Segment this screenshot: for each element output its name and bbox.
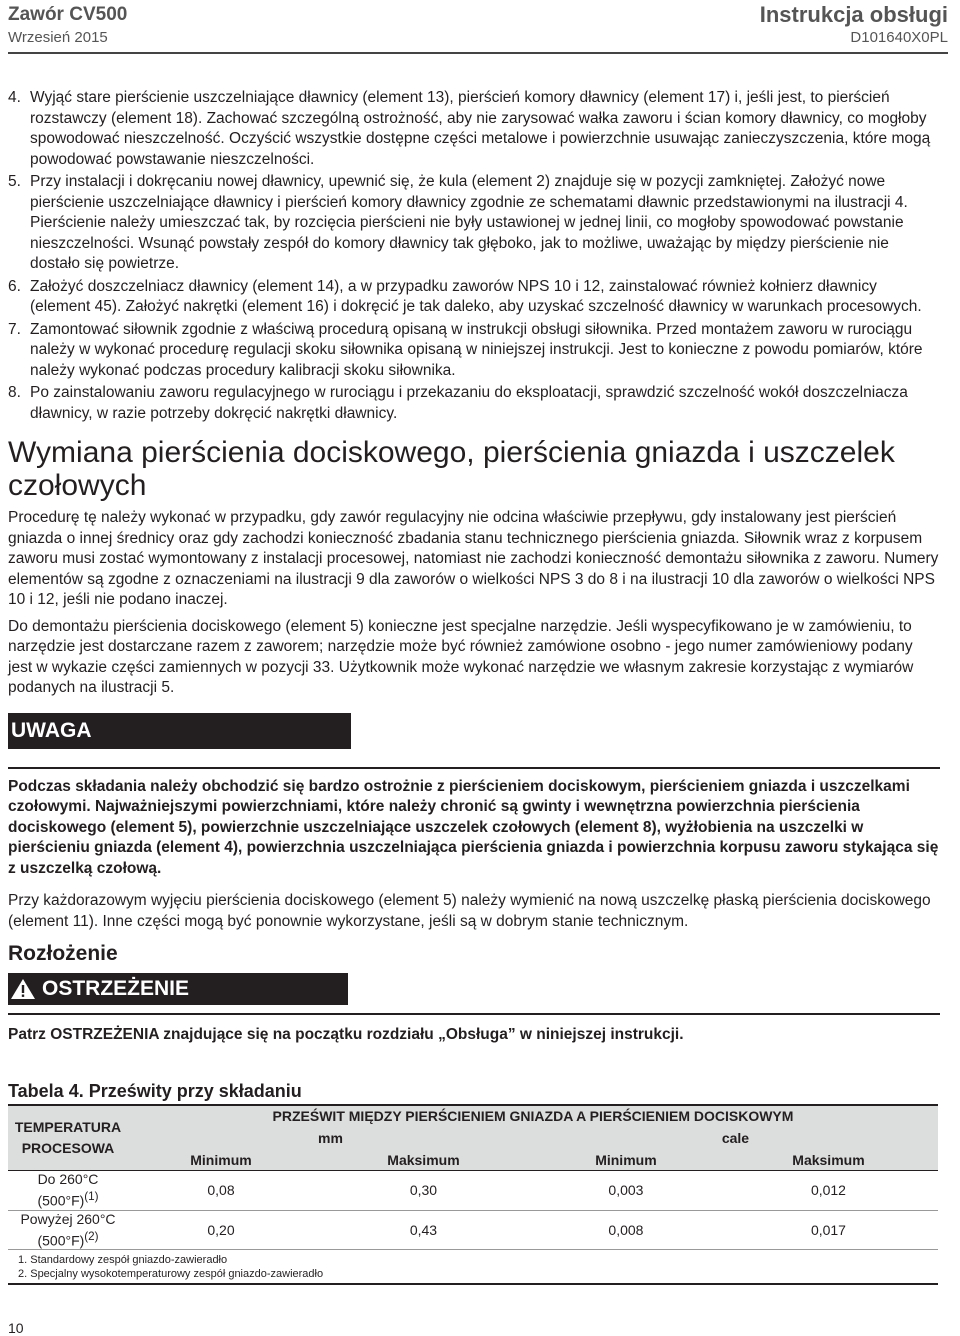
temp-value-f: (500°F)	[37, 1232, 85, 1249]
temp-value: Powyżej 260°C	[20, 1210, 116, 1227]
temp-value: Do 260°C	[37, 1171, 99, 1187]
page-content	[8, 88, 940, 1285]
clearance-header: PRZEŚWIT MIĘDZY PIERŚCIENIEM GNIAZDA A PIERŚCIENIEM DOCISKOWYM	[128, 1105, 938, 1128]
caution-text: Podczas składania należy obchodzić się bardzo ostrożnie z pierścieniem dociskowym, pierścieniem gniazda i uszczelkami czołowymi. Najważniejszymi powierzchniami, które należy chronić są gwinty i wewnętrzna powierzchnia pierścienia dociskowego (element 5), powierzchnie uszczelniające uszczelek czołowych (element 8), wyżłobienia na uszczelki w pierścieniu gniazda (element 4), powierzchnia uszczelniająca pierścienia gniazda i powierzchnia korpusu zaworu stykająca się z uszczelką czołową.	[8, 767, 940, 880]
gasket-note: Przy każdorazowym wyjęciu pierścienia dociskowego (element 5) należy wymienić na nową uszczelkę płaską pierścienia dociskowego (element 11). Inne części mogą być ponownie wykorzystane, jeśli są w dobrym stanie technicznym.	[8, 892, 931, 930]
procedure-steps	[8, 88, 940, 424]
header-rule	[8, 52, 948, 54]
footnote: 1. Standardowy zespół gniazdo-zawieradło	[18, 1254, 228, 1267]
step-text: Założyć doszczelniacz dławnicy (element 14), a w przypadku zaworów NPS 10 i 12, zainstalować również kołnierz dławnicy (element 45). Założyć nakrętki (element 16) i dokręcić je tak daleko, aby uzyskać szczelność dławnicy w warunkach procesowych.	[30, 277, 922, 315]
temperature-header: TEMPERATURA PROCESOWA	[8, 1105, 128, 1171]
table-title: Tabela 4. Prześwity przy składaniu	[8, 1081, 302, 1101]
procedure-step	[8, 383, 940, 424]
table-row	[8, 1210, 938, 1250]
footnote-row	[8, 1250, 938, 1285]
warning-text: Patrz OSTRZEŻENIA znajdujące się na początku rozdziału „Obsługa” w niniejszej instrukcji.	[8, 1013, 940, 1046]
in-max-cell: 0,012	[810, 1182, 846, 1199]
procedure-step	[8, 172, 940, 275]
footnote: 2. Specjalny wysokotemperaturowy zespół gniazdo-zawieradło	[18, 1268, 324, 1281]
step-number: 8.	[8, 384, 21, 401]
product-title: Zawór CV500	[8, 4, 128, 25]
document-title: Instrukcja obsługi	[759, 2, 948, 27]
section-paragraph: Do demontażu pierścienia dociskowego (element 5) konieczne jest specjalne narzędzie. Jeśli wyspecyfikowano je w zamówieniu, to narzędzie jest dostarczane razem z zaworem; narzędzie może być również zamówione osobno - jego numer zamówieniowy podany jest w wykazie części zamiennych w pozycji 33. Użytkownik może wykonać narzędzie we własnym zakresie korzystając z wymiarów podanych na ilustracji 5.	[8, 617, 914, 696]
page-header	[8, 2, 948, 52]
procedure-step	[8, 277, 940, 318]
disassembly-heading: Rozłożenie	[8, 942, 118, 965]
step-text: Po zainstalowaniu zaworu regulacyjnego w rurociągu i przekazaniu do eksploatacji, sprawdzić szczelność wokół doszczelniacza dławnicy, w razie potrzeby dokręcić nakrętki dławnicy.	[30, 384, 908, 422]
table-bottom-rule	[8, 1284, 938, 1285]
step-number: 5.	[8, 173, 21, 190]
footnote-ref: (1)	[84, 1190, 99, 1203]
step-text: Zamontować siłownik zgodnie z właściwą procedurą opisaną w instrukcji obsługi siłownika. Przed montażem zaworu w rurociągu należy w wykonać procedurę regulacji skoku siłownika opisaną w niniejszej instrukcji. Jest to konieczne z powodu pomiarów, które należy wykonać podczas procedury kalibracji skoku siłownika.	[30, 320, 923, 379]
step-text: Wyjąć stare pierścienie uszczelniające dławnicy (element 13), pierścień komory dławnicy (element 17) i, jeśli jest, to pierścień rozstawczy (element 18). Zachować szczególną ostrożność, aby nie zarysować wałka zaworu i ścian komory dławnicy, co mogłoby spowodować nieszczelność. Oczyścić wszystkie dostępne części metalowe i powierzchnie usuwając zanieczyszczenia, które mogą powodować powstawanie nieszczelności.	[30, 89, 931, 168]
col-min-header: Minimum	[533, 1150, 719, 1171]
procedure-step	[8, 88, 940, 170]
section-paragraph: Procedurę tę należy wykonać w przypadku, gdy zawór regulacyjny nie odcina właściwie przepływu, gdy instalowany jest pierścień gniazda o innej średnicy oraz gdy zachodzi konieczność zbadania stanu technicznego pierścienia gniazda. Siłownik wraz z korpusem zaworu musi zostać wymontowany z instalacji procesowej, natomiast nie zachodzi konieczność demontażu siłownika z zaworu. Numery elementów są zgodne z oznaczeniami na ilustracji 9 dla zaworów o wielkości NPS 3 do 8 i na ilustracji 10 dla zaworów o wielkości NPS 10 i 12, jeśli nie podano inaczej.	[8, 509, 939, 608]
document-code: D101640X0PL	[850, 29, 948, 46]
table-row	[8, 1171, 938, 1211]
mm-max-cell: 0,30	[409, 1182, 438, 1199]
temperature-cell	[8, 1171, 128, 1211]
warning-banner	[8, 973, 348, 1005]
temperature-cell	[8, 1210, 128, 1250]
step-number: 4.	[8, 89, 21, 106]
procedure-step	[8, 320, 940, 382]
temp-value-f: (500°F)	[37, 1192, 85, 1209]
footnote-ref: (2)	[84, 1229, 99, 1243]
step-text: Przy instalacji i dokręcaniu nowej dławnicy, upewnić się, że kula (element 2) znajduje się w pozycji zamkniętej. Założyć nowe pierścienie uszczelniające dławnicy i pierścień komory dławnicy zgodnie ze schematami dławnic przedstawionymi na ilustracji 4. Pierścienie należy umieszczać tak, by rozcięcia pierścieni nie były ustawionej w jednej linii, co mogłoby spowodować powstanie nieszczelności. Wsunąć powstały zespół do komory dławnicy tak głęboko, jak to możliwe, uważając by między pierścienie nie dostało się powietrze.	[30, 173, 908, 272]
mm-max-cell: 0,43	[409, 1221, 438, 1238]
warning-triangle-icon	[10, 978, 36, 1000]
unit-in-header: cale	[533, 1128, 938, 1150]
table-footnotes	[8, 1250, 938, 1285]
section-heading: Wymiana pierścienia dociskowego, pierścienia gniazda i uszczelek czołowych	[8, 436, 895, 502]
caution-label: UWAGA	[8, 713, 351, 749]
mm-min-cell: 0,08	[207, 1182, 235, 1199]
col-min-header: Minimum	[128, 1150, 314, 1171]
unit-mm-header: mm	[128, 1128, 533, 1150]
col-max-header: Maksimum	[719, 1150, 938, 1171]
mm-min-cell: 0,20	[207, 1221, 235, 1238]
in-min-cell: 0,003	[608, 1182, 644, 1199]
col-max-header: Maksimum	[314, 1150, 533, 1171]
warning-label: OSTRZEŻENIE	[42, 976, 190, 1000]
step-number: 6.	[8, 277, 21, 295]
page-number: 10	[8, 1320, 24, 1336]
clearance-table	[8, 1104, 938, 1286]
step-number: 7.	[8, 320, 21, 338]
in-min-cell: 0,008	[608, 1221, 644, 1238]
in-max-cell: 0,017	[810, 1221, 846, 1238]
publication-date: Wrzesień 2015	[8, 29, 108, 46]
